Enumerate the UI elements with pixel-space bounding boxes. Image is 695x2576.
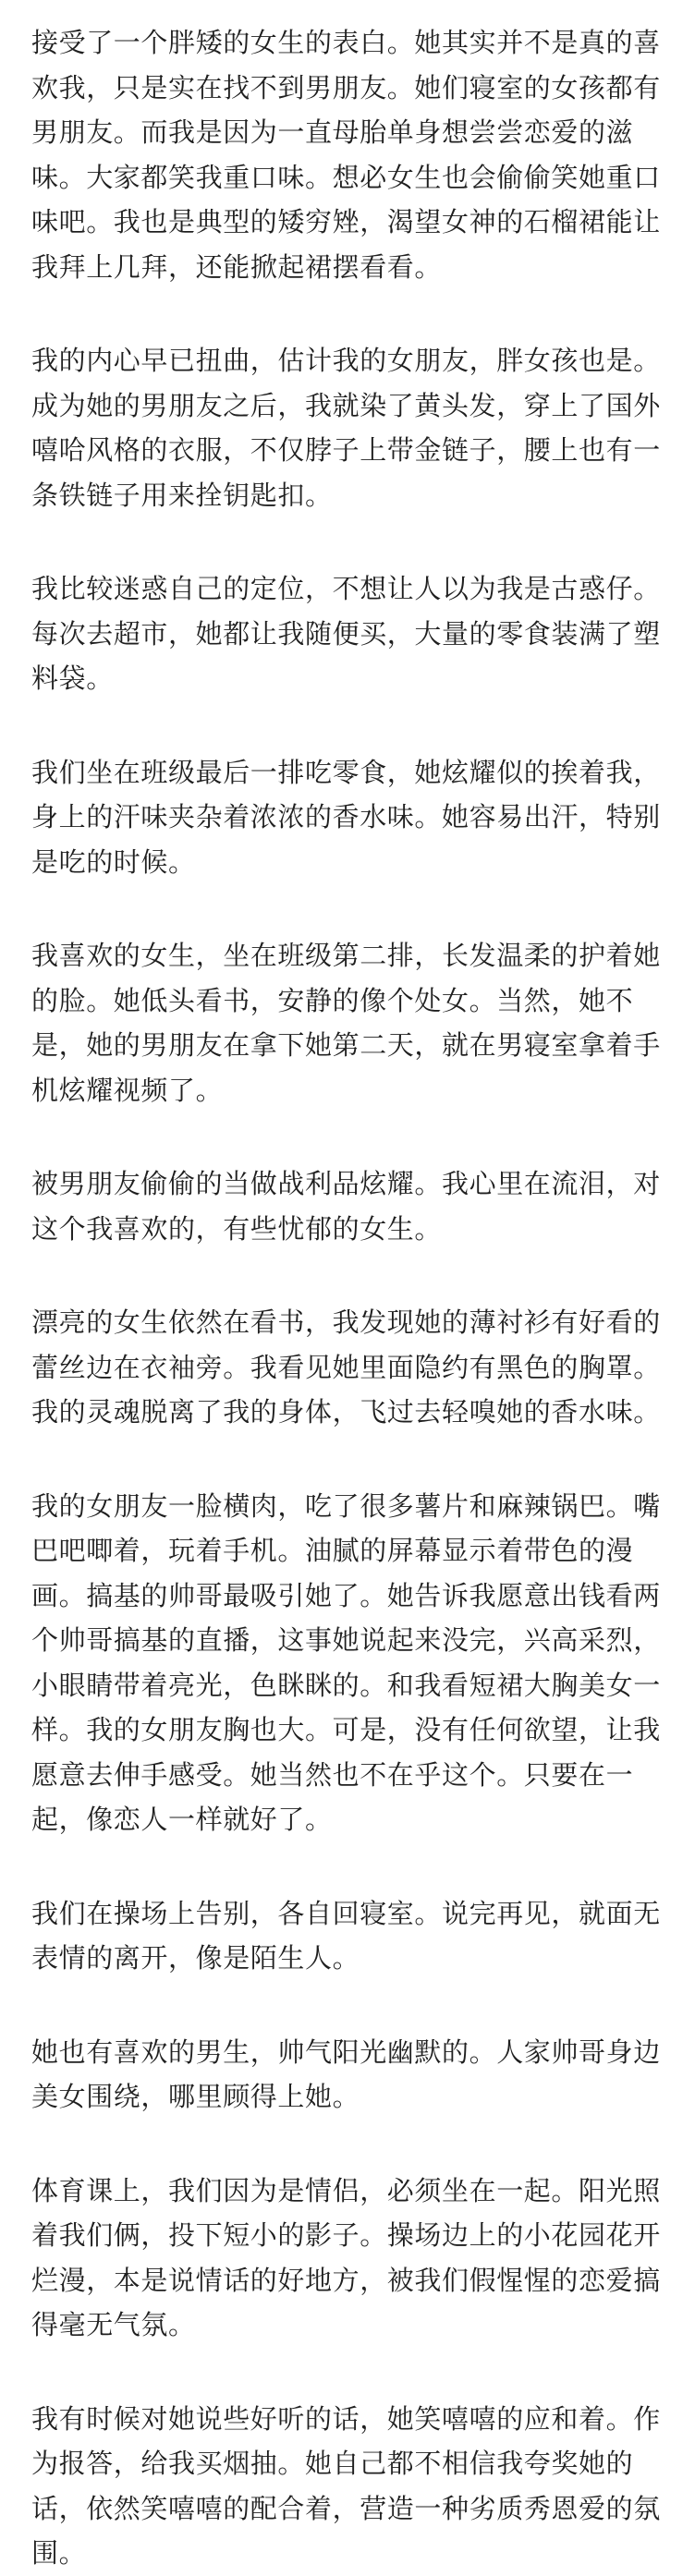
article-body (31, 20, 664, 2576)
paragraph: 我的女朋友一脸横肉，吃了很多薯片和麻辣锅巴。嘴 巴吧唧着，玩着手机。油腻的屏幕显示着带色的漫 画。搞基的帅哥最吸引她了。她告诉我愿意出钱看两 个帅哥搞基的直播，这事她说起来没完，兴高采烈， 小眼睛带着亮光，色眯眯的。和我看短裙大胸美女一 样。我的女朋友胸也大。可是，没有任何欲望，让我 愿意去伸手感受。她当然也不在乎这个。只要在一 起，像恋人一样就好了。 (31, 1489, 661, 1835)
paragraph: 被男朋友偷偷的当做战利品炫耀。我心里在流泪，对 这个我喜欢的，有些忧郁的女生。 (31, 1168, 661, 1245)
paragraph: 她也有喜欢的男生，帅气阳光幽默的。人家帅哥身边 美女围绕，哪里顾得上她。 (31, 2035, 661, 2112)
paragraph: 我的内心早已扭曲，估计我的女朋友，胖女孩也是。 成为她的男朋友之后，我就染了黄头发，穿上了国外 嘻哈风格的衣服，不仅脖子上带金链子，腰上也有一 条铁链子用来拴钥匙扣。 (31, 345, 661, 511)
paragraph: 接受了一个胖矮的女生的表白。她其实并不是真的喜 欢我，只是实在找不到男朋友。她们寝室的女孩都有 男朋友。而我是因为一直母胎单身想尝尝恋爱的滋 味。大家都笑我重口味。想必女生也会偷偷笑她重口 味吧。我也是典型的矮穷矬，渴望女神的石榴裙能让 我拜上几拜，还能掀起裙摆看看。 (31, 27, 661, 283)
paragraph: 我们坐在班级最后一排吃零食，她炫耀似的挨着我， 身上的汗味夹杂着浓浓的香水味。她容易出汗，特别 是吃的时候。 (31, 756, 661, 878)
paragraph: 我比较迷惑自己的定位，不想让人以为我是古惑仔。 每次去超市，她都让我随便买，大量的零食装满了塑 料袋。 (31, 573, 661, 694)
paragraph: 我们在操场上告别，各自回寝室。说完再见，就面无 表情的离开，像是陌生人。 (31, 1897, 661, 1974)
paragraph: 漂亮的女生依然在看书，我发现她的薄衬衫有好看的 蕾丝边在衣袖旁。我看见她里面隐约有黑色的胸罩。 我的灵魂脱离了我的身体，飞过去轻嗅她的香水味。 (31, 1306, 661, 1428)
paragraph: 我有时候对她说些好听的话，她笑嘻嘻的应和着。作 为报答，给我买烟抽。她自己都不相信我夸奖她的 话，依然笑嘻嘻的配合着，营造一种劣质秀恩爱的氛 围。 (31, 2402, 661, 2569)
paragraph: 体育课上，我们因为是情侣，必须坐在一起。阳光照 着我们俩，投下短小的影子。操场边上的小花园花开 烂漫，本是说情话的好地方，被我们假惺惺的恋爱搞 得毫无气氛。 (31, 2174, 661, 2340)
paragraph: 我喜欢的女生，坐在班级第二排，长发温柔的护着她 的脸。她低头看书，安静的像个处女。当然，她不 是，她的男朋友在拿下她第二天，就在男寝室拿着手 机炫耀视频了。 (31, 940, 661, 1106)
